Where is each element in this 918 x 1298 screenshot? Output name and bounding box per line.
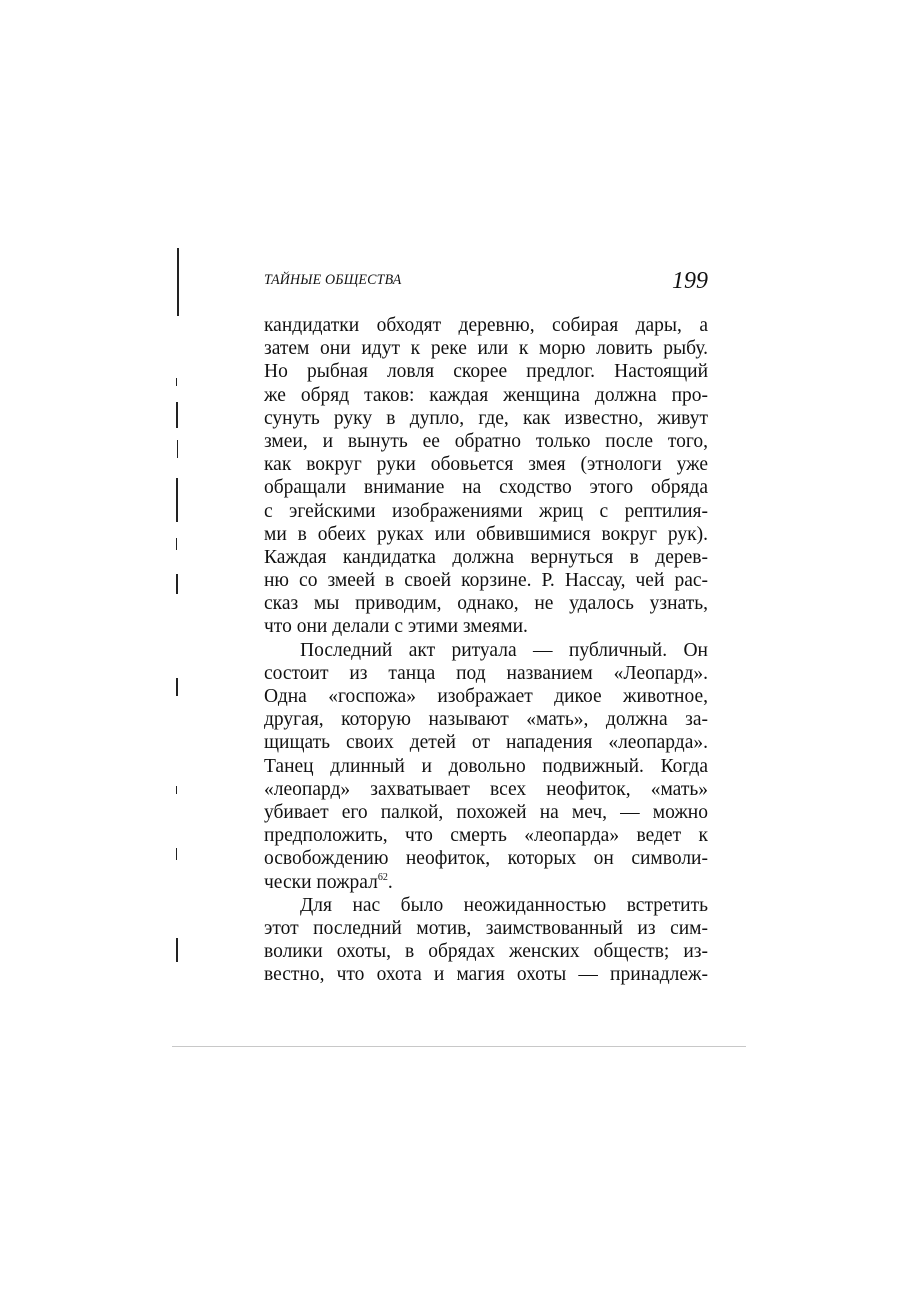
text-line: же обряд таков: каждая женщина должна про- bbox=[264, 384, 708, 406]
text-line: другая, которую называют «мать», должна за- bbox=[264, 709, 708, 731]
page-bottom-rule bbox=[172, 1046, 746, 1047]
text-line: ми в обеих руках или обвившимися вокруг рук). bbox=[264, 523, 708, 545]
text-line: волики охоты, в обрядах женских обществ; из- bbox=[264, 941, 708, 963]
text-line: этот последний мотив, заимствованный из сим- bbox=[264, 917, 708, 939]
scan-artifact-mark bbox=[177, 248, 179, 316]
scan-artifact-mark bbox=[176, 378, 177, 386]
text-line: щищать своих детей от нападения «леопарда». bbox=[264, 732, 708, 754]
scan-artifact-mark bbox=[176, 938, 178, 962]
text-line: освобождению неофиток, которых он символи- bbox=[264, 848, 708, 870]
text-line: сказ мы приводим, однако, не удалось узнать, bbox=[264, 593, 708, 615]
running-title: ТАЙНЫЕ ОБЩЕСТВА bbox=[264, 272, 402, 288]
text-line: «леопард» захватывает всех неофиток, «мать» bbox=[264, 778, 708, 800]
text-line-with-footnote bbox=[264, 871, 708, 894]
text-line: Одна «госпожа» изображает дикое животное, bbox=[264, 686, 708, 707]
text-line: предположить, что смерть «леопарда» ведет к bbox=[264, 825, 708, 847]
text-line: состоит из танца под названием «Леопард». bbox=[264, 662, 708, 684]
text-line: затем они идут к реке или к морю ловить рыбу. bbox=[264, 338, 708, 360]
scan-artifact-mark bbox=[176, 786, 177, 794]
running-head bbox=[264, 268, 708, 298]
text-line: Для нас было неожиданностью встретить bbox=[300, 894, 708, 916]
text-line: Танец длинный и довольно подвижный. Когда bbox=[264, 755, 708, 777]
scan-artifact-mark bbox=[177, 440, 178, 458]
scan-artifact-mark bbox=[176, 678, 178, 696]
body-text bbox=[264, 314, 708, 986]
text-line: ню со змеей в своей корзине. Р. Нассау, чей рас- bbox=[264, 570, 708, 592]
text-line: как вокруг руки обовьется змея (этнологи уже bbox=[264, 454, 708, 476]
text-line: Но рыбная ловля скорее предлог. Настоящий bbox=[264, 361, 708, 383]
text-fragment: чески пожрал bbox=[264, 871, 378, 893]
text-line: сунуть руку в дупло, где, как известно, живут bbox=[264, 407, 708, 429]
footnote-ref: 62 bbox=[377, 871, 388, 883]
text-line: вестно, что охота и магия охоты — принадлеж- bbox=[264, 964, 708, 986]
text-line: кандидатки обходят деревню, собирая дары, а bbox=[264, 315, 708, 336]
text-line: змеи, и вынуть ее обратно только после того, bbox=[264, 430, 708, 452]
text-line: Каждая кандидатка должна вернуться в дерев- bbox=[264, 546, 708, 568]
text-line: обращали внимание на сходство этого обряда bbox=[264, 477, 708, 499]
scan-artifact-mark bbox=[176, 538, 177, 550]
text-fragment: . bbox=[387, 871, 393, 893]
page-number: 199 bbox=[672, 268, 708, 294]
text-line: что они делали с этими змеями. bbox=[264, 616, 528, 638]
text-line: убивает его палкой, похожей на меч, — можно bbox=[264, 801, 708, 823]
scan-artifact-mark bbox=[176, 848, 177, 860]
text-line: Последний акт ритуала — публичный. Он bbox=[300, 639, 708, 661]
scan-artifact-mark bbox=[176, 574, 178, 594]
text-line: с эгейскими изображениями жриц с рептилия- bbox=[264, 500, 708, 522]
scan-artifact-mark bbox=[176, 402, 178, 428]
scan-artifact-mark bbox=[176, 478, 178, 522]
